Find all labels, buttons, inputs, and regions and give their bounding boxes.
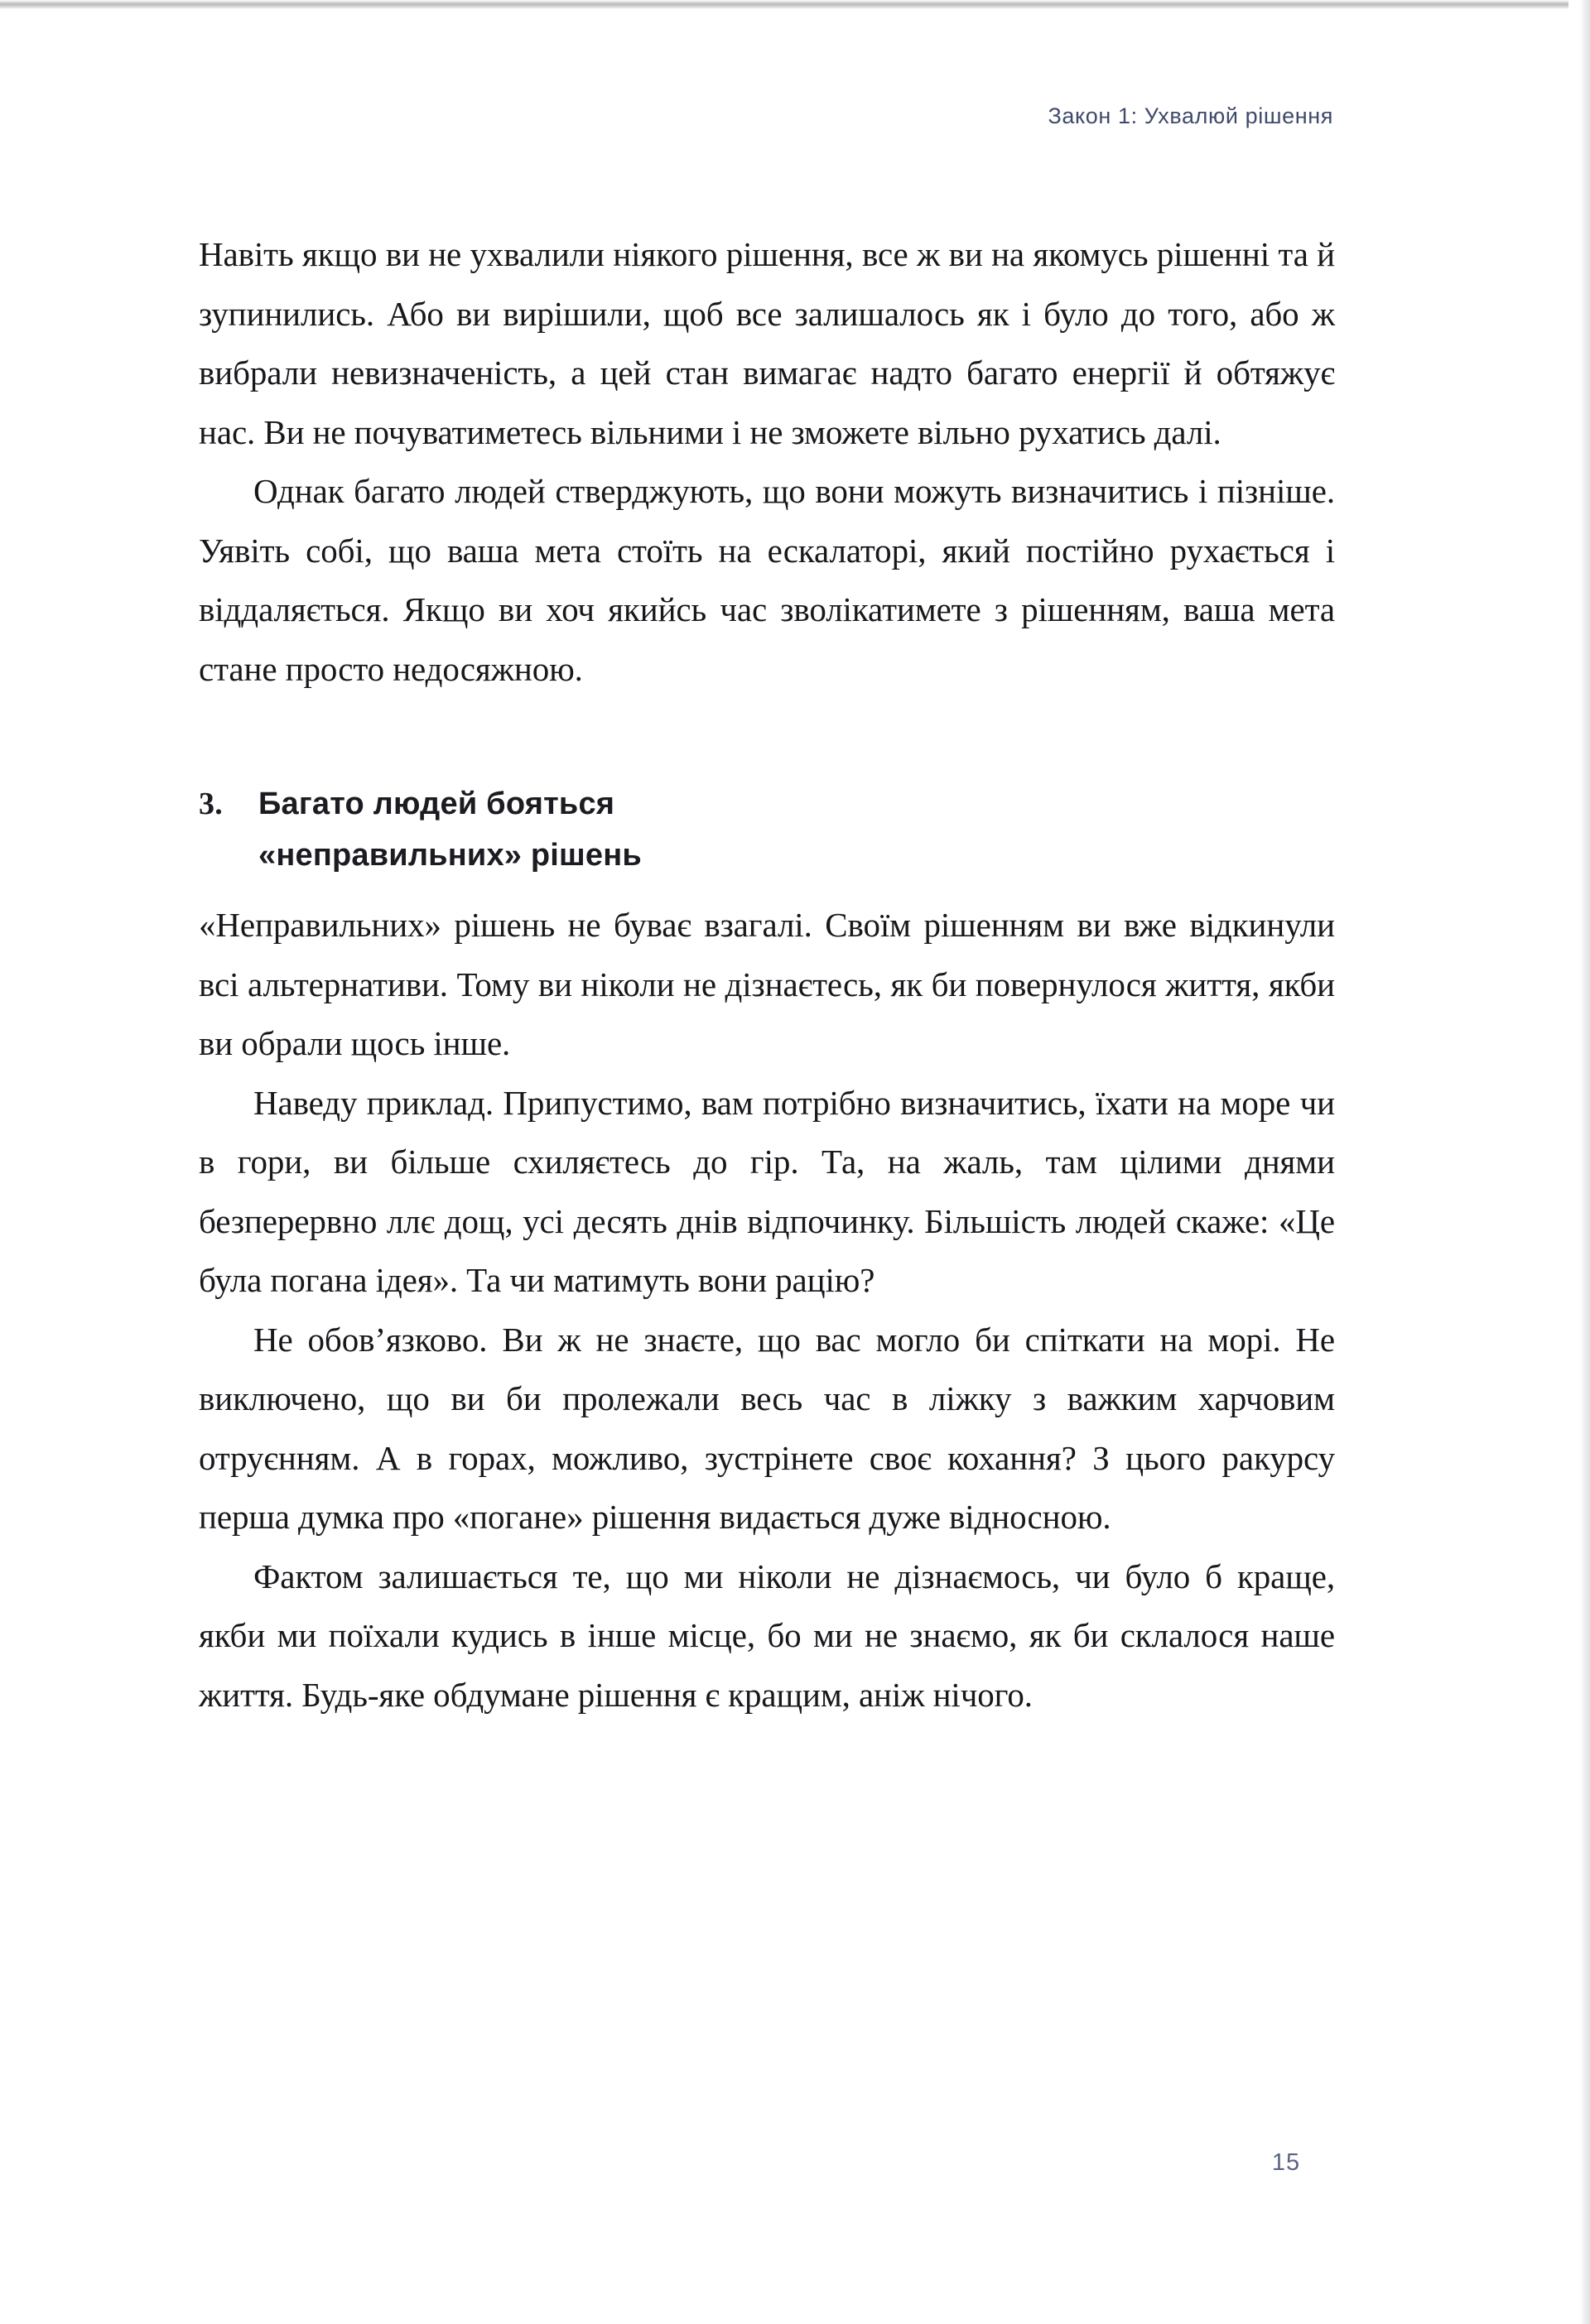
subheading-line-1: Багато людей бояться: [258, 787, 615, 821]
paragraph-6: Фактом залишається те, що ми ніколи не дізнаємось, чи було б краще, якби ми поїхали кудись в інше місце, бо ми не знаємо, як би склалося наше життя. Будь-яке обдумане рішення є кращим, аніж нічого.: [199, 1557, 1335, 1714]
page-top-edge-shadow: [0, 0, 1590, 9]
text-column: [199, 225, 1335, 1725]
page-number: 15: [1271, 2149, 1301, 2176]
paragraph-3: «Неправильних» рішень не буває взагалі. Своїм рішенням ви вже відкинули всі альтернативи. Тому ви ніколи не дізнаєтесь, як би повернулося життя, якби ви обрали щось інше.: [199, 906, 1335, 1062]
heading-spacer-top: [199, 699, 1335, 778]
paragraph-2: Однак багато людей стверджують, що вони можуть визначитись і пізніше. Уявіть собі, що ваша мета стоїть на ескалаторі, який постійно рухається і віддаляється. Якщо ви хоч якийсь час зволікатимете з рішенням, ваша мета стане просто недосяжною.: [199, 472, 1335, 688]
paragraph-4: Наведу приклад. Припустимо, вам потрібно визначитись, їхати на море чи в гори, ви більше схиляєтесь до гір. Та, на жаль, там цілими днями безперервно ллє дощ, усі десять днів відпочинку. Більшість людей скаже: «Це була погана ідея». Та чи матимуть вони рацію?: [199, 1083, 1335, 1299]
paragraph-5: Не обов’язково. Ви ж не знаєте, що вас могло би спіткати на морі. Не виключено, що ви би пролежали весь час в ліжку з важким харчовим отруєнням. А в горах, можливо, зустрінете своє кохання? З цього ракурсу перша думка про «погане» рішення видається дуже відносною.: [199, 1320, 1335, 1536]
subheading-line-2: «неправильних» рішень: [258, 838, 642, 873]
paragraph-1: Навіть якщо ви не ухвалили ніякого рішення, все ж ви на якомусь рішенні та й зупинились. Або ви вирішили, щоб все залишалось як і було до того, або ж вибрали невизначеність, а цей стан вимагає надто багато енергії й обтяжує нас. Ви не почуватиметесь вільними і не зможете вільно рухатись далі.: [199, 235, 1335, 451]
page-right-edge-shadow: [1568, 0, 1590, 2324]
subheading-number: 3.: [199, 787, 223, 821]
subheading: [199, 778, 1335, 881]
running-head: Закон 1: Ухвалюй рішення: [1048, 103, 1333, 128]
heading-spacer-bottom: [199, 881, 1335, 896]
